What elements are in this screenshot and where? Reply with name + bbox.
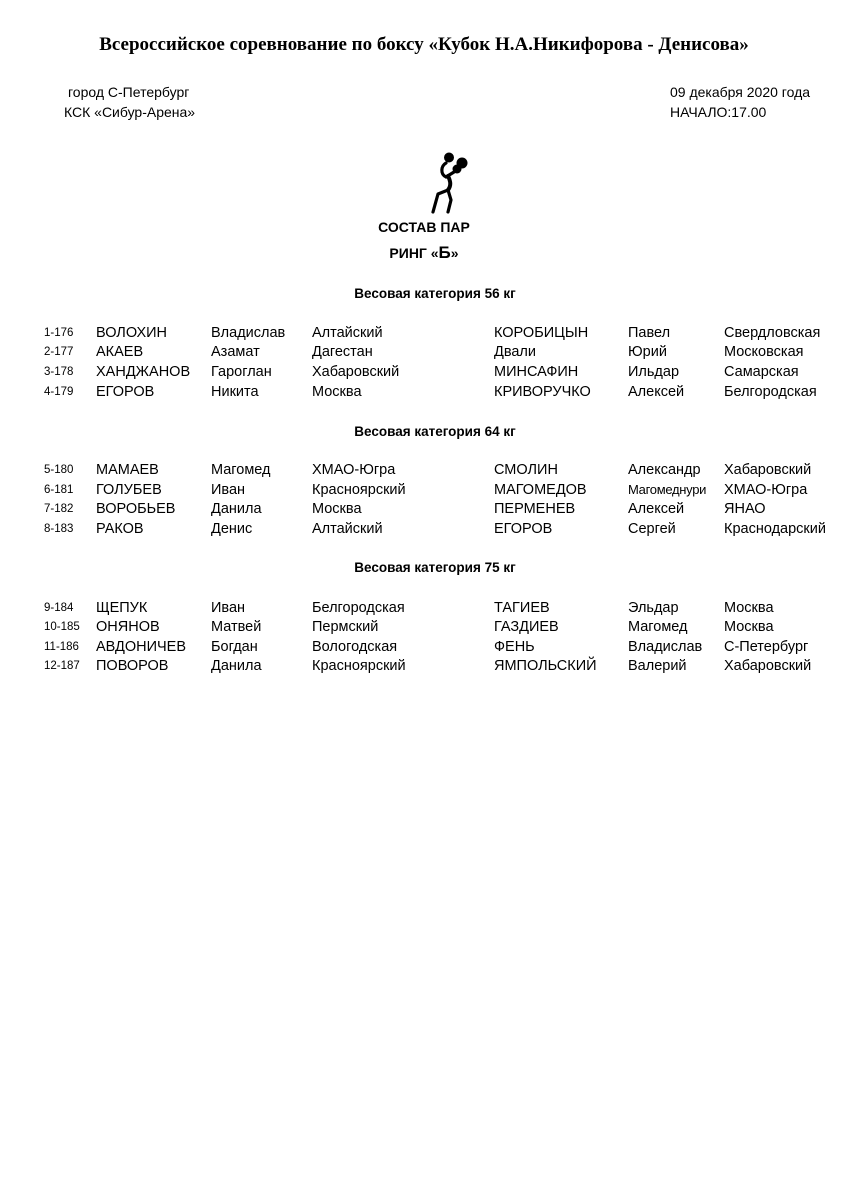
blue-corner-lastname: МИНСАФИН bbox=[494, 364, 579, 380]
blue-corner-firstname: Александр bbox=[628, 462, 701, 478]
blue-corner-lastname: ТАГИЕВ bbox=[494, 600, 550, 616]
red-corner-firstname: Никита bbox=[211, 384, 259, 400]
blue-corner-firstname: Валерий bbox=[628, 658, 687, 674]
blue-corner-region: ХМАО-Югра bbox=[724, 482, 808, 498]
blue-corner-firstname: Магомеднури bbox=[628, 482, 707, 497]
bout-number: 10-185 bbox=[44, 621, 80, 633]
red-corner-firstname: Иван bbox=[211, 482, 246, 498]
blue-corner-region: Московская bbox=[724, 344, 804, 360]
red-corner-lastname: АВДОНИЧЕВ bbox=[96, 639, 187, 655]
bout-row bbox=[0, 362, 848, 382]
weight-category-heading: Весовая категория 75 кг bbox=[354, 560, 516, 575]
bout-number: 6-181 bbox=[44, 484, 74, 496]
red-corner-firstname: Азамат bbox=[211, 344, 260, 360]
schedule-block bbox=[670, 82, 810, 122]
bout-number: 8-183 bbox=[44, 523, 74, 535]
red-corner-firstname: Гароглан bbox=[211, 364, 272, 380]
blue-corner-firstname: Юрий bbox=[628, 344, 667, 360]
boxer-icon bbox=[424, 152, 472, 214]
start-time-text: НАЧАЛО:17.00 bbox=[670, 104, 767, 120]
blue-corner-region: Свердловская bbox=[724, 325, 821, 341]
red-corner-region: ХМАО-Югра bbox=[312, 462, 396, 478]
blue-corner-lastname: СМОЛИН bbox=[494, 462, 558, 478]
red-corner-region: Красноярский bbox=[312, 658, 406, 674]
red-corner-region: Вологодская bbox=[312, 639, 398, 655]
blue-corner-firstname: Павел bbox=[628, 325, 671, 341]
blue-corner-lastname: ЕГОРОВ bbox=[494, 521, 553, 537]
red-corner-firstname: Матвей bbox=[211, 619, 262, 635]
blue-corner-firstname: Владислав bbox=[628, 639, 703, 655]
ring-suffix: » bbox=[450, 245, 459, 261]
red-corner-lastname: ПОВОРОВ bbox=[96, 658, 169, 674]
blue-corner-region: Хабаровский bbox=[724, 462, 812, 478]
red-corner-lastname: ХАНДЖАНОВ bbox=[96, 364, 191, 380]
blue-corner-firstname: Алексей bbox=[628, 501, 685, 517]
bout-number: 4-179 bbox=[44, 386, 74, 398]
red-corner-region: Хабаровский bbox=[312, 364, 400, 380]
red-corner-region: Пермский bbox=[312, 619, 379, 635]
red-corner-firstname: Данила bbox=[211, 658, 262, 674]
red-corner-firstname: Богдан bbox=[211, 639, 258, 655]
bout-row bbox=[0, 617, 848, 637]
location-block bbox=[64, 82, 195, 122]
blue-corner-lastname: ПЕРМЕНЕВ bbox=[494, 501, 576, 517]
red-corner-lastname: ОНЯНОВ bbox=[96, 619, 160, 635]
red-corner-lastname: ВОРОБЬЕВ bbox=[96, 501, 176, 517]
bout-row bbox=[0, 519, 848, 539]
blue-corner-lastname: ГАЗДИЕВ bbox=[494, 619, 559, 635]
red-corner-region: Алтайский bbox=[312, 521, 383, 537]
red-corner-region: Москва bbox=[312, 501, 362, 517]
blue-corner-lastname: Двали bbox=[494, 344, 536, 360]
bout-number: 11-186 bbox=[44, 641, 79, 653]
blue-corner-firstname: Эльдар bbox=[628, 600, 679, 616]
bout-number: 12-187 bbox=[44, 660, 80, 672]
city-text: город С-Петербург bbox=[68, 84, 190, 100]
blue-corner-lastname: КОРОБИЦЫН bbox=[494, 325, 589, 341]
red-corner-region: Москва bbox=[312, 384, 362, 400]
blue-corner-region: Москва bbox=[724, 619, 774, 635]
blue-corner-region: С-Петербург bbox=[724, 639, 809, 655]
blue-corner-firstname: Ильдар bbox=[628, 364, 680, 380]
blue-corner-lastname: ФЕНЬ bbox=[494, 639, 535, 655]
blue-corner-region: Белгородская bbox=[724, 384, 817, 400]
red-corner-firstname: Данила bbox=[211, 501, 262, 517]
blue-corner-firstname: Сергей bbox=[628, 521, 676, 537]
bout-row bbox=[0, 342, 848, 362]
bout-number: 3-178 bbox=[44, 366, 74, 378]
bout-number: 7-182 bbox=[44, 503, 74, 515]
blue-corner-firstname: Алексей bbox=[628, 384, 685, 400]
bout-row bbox=[0, 480, 848, 500]
bout-number: 5-180 bbox=[44, 464, 74, 476]
blue-corner-region: ЯНАО bbox=[724, 501, 766, 517]
bout-number: 2-177 bbox=[44, 346, 74, 358]
blue-corner-region: Москва bbox=[724, 600, 774, 616]
blue-corner-lastname: КРИВОРУЧКО bbox=[494, 384, 591, 400]
red-corner-lastname: ВОЛОХИН bbox=[96, 325, 168, 341]
red-corner-firstname: Иван bbox=[211, 600, 246, 616]
blue-corner-region: Хабаровский bbox=[724, 658, 812, 674]
red-corner-lastname: ЩЕПУК bbox=[96, 600, 148, 616]
blue-corner-firstname: Магомед bbox=[628, 619, 688, 635]
ring-prefix: РИНГ « bbox=[389, 245, 439, 261]
red-corner-region: Дагестан bbox=[312, 344, 373, 360]
red-corner-lastname: АКАЕВ bbox=[96, 344, 144, 360]
bout-number: 9-184 bbox=[44, 602, 74, 614]
weight-category-heading: Весовая категория 56 кг bbox=[354, 286, 516, 301]
blue-corner-lastname: МАГОМЕДОВ bbox=[494, 482, 587, 498]
bout-row bbox=[0, 598, 848, 618]
weight-category-heading: Весовая категория 64 кг bbox=[354, 424, 516, 439]
bout-row bbox=[0, 460, 848, 480]
ring-letter: Б bbox=[438, 243, 451, 262]
bout-row bbox=[0, 382, 848, 402]
blue-corner-region: Краснодарский bbox=[724, 521, 826, 537]
page-title: Всероссийское соревнование по боксу «Кубок Н.А.Никифорова - Денисова» bbox=[99, 34, 749, 55]
red-corner-lastname: ГОЛУБЕВ bbox=[96, 482, 162, 498]
red-corner-firstname: Денис bbox=[211, 521, 253, 537]
red-corner-firstname: Владислав bbox=[211, 325, 286, 341]
blue-corner-region: Самарская bbox=[724, 364, 799, 380]
red-corner-region: Красноярский bbox=[312, 482, 406, 498]
red-corner-lastname: МАМАЕВ bbox=[96, 462, 159, 478]
red-corner-lastname: ЕГОРОВ bbox=[96, 384, 155, 400]
blue-corner-lastname: ЯМПОЛЬСКИЙ bbox=[494, 658, 597, 674]
red-corner-region: Алтайский bbox=[312, 325, 383, 341]
venue-text: КСК «Сибур-Арена» bbox=[64, 104, 196, 120]
bout-number: 1-176 bbox=[44, 327, 74, 339]
bout-row bbox=[0, 323, 848, 343]
ring-label bbox=[0, 243, 848, 263]
bout-row bbox=[0, 637, 848, 657]
bout-row bbox=[0, 656, 848, 676]
date-text: 09 декабря 2020 года bbox=[670, 84, 811, 100]
section-title: СОСТАВ ПАР bbox=[378, 219, 470, 235]
red-corner-region: Белгородская bbox=[312, 600, 405, 616]
red-corner-lastname: РАКОВ bbox=[96, 521, 144, 537]
red-corner-firstname: Магомед bbox=[211, 462, 271, 478]
bout-row bbox=[0, 499, 848, 519]
